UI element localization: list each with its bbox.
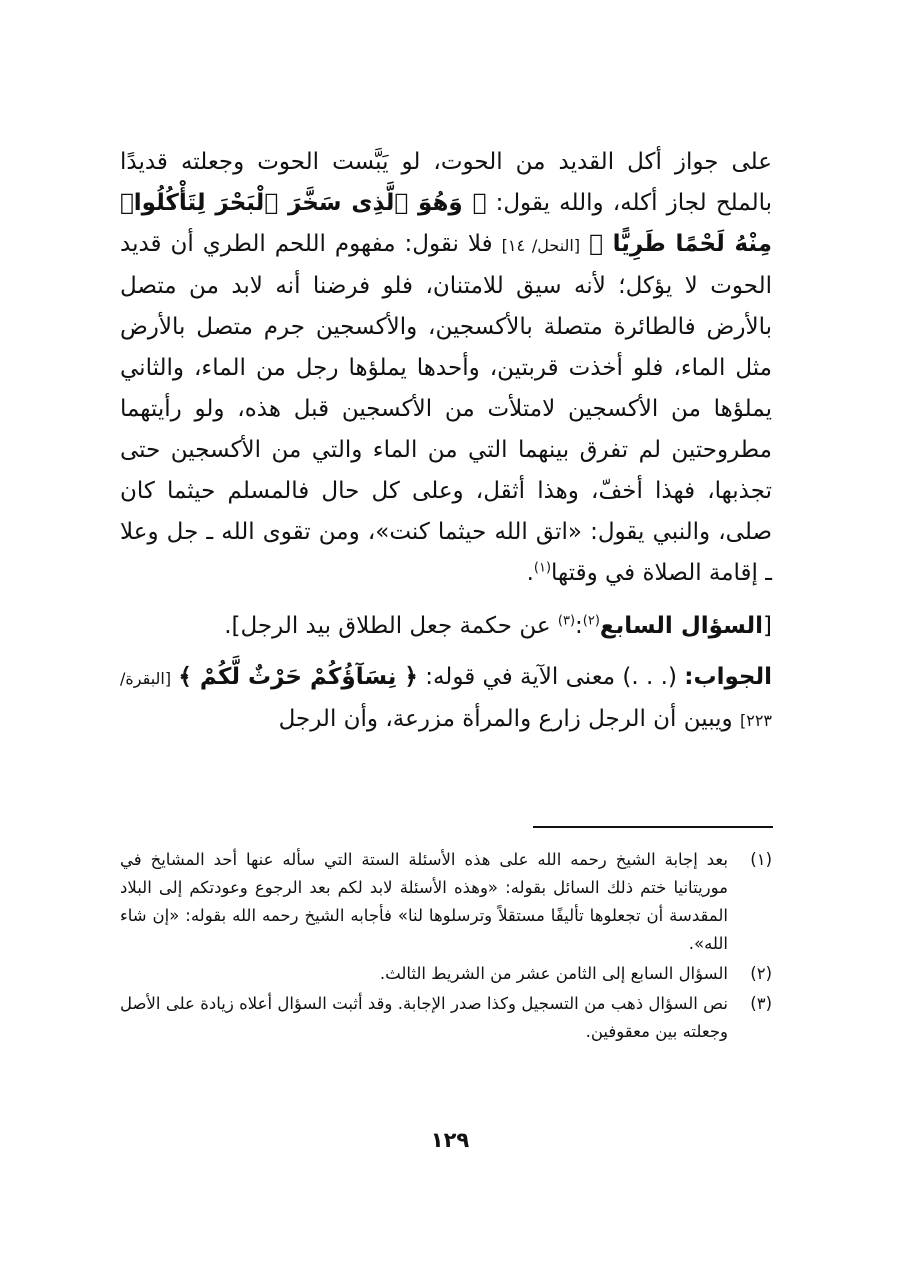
body-text-part2: فلا نقول: مفهوم اللحم الطري أن قديد الحوت لا يؤكل؛ لأنه سيق للامتنان، فلو فرضنا أنه لابد من متصل بالأرض فالطائرة متصلة بالأكسجين، والأكسجين جرم متصل بالأرض مثل الماء، فلو أخذت قربتين، وأحدها يملؤها رجل من الماء، والثاني يملؤها من الأكسجين لامتلأت من الأكسجين قبل هذه، ولو رأيتهما مطروحتين لم تفرق بينهما التي من الماء والتي من الأكسجين حتى تجذبها، فهذا أخفّ، وهذا أثقل، وعلى كل حال فالمسلم حيثما كان صلى، والنبي يقول: «اتق الله حيثما كنت»، ومن تقوى الله ـ جل وعلا ـ إقامة الصلاة في وقتها bbox=[120, 231, 772, 586]
footnote-text: السؤال السابع إلى الثامن عشر من الشريط الثالث. bbox=[379, 964, 728, 983]
footnote-number: (١) bbox=[750, 850, 772, 869]
footnote-divider bbox=[533, 826, 773, 828]
footnote-marker-1[interactable]: (١) bbox=[533, 560, 552, 576]
quran-verse-nahl: ﴿ وَهُوَ ٱلَّذِى سَخَّرَ ٱلْبَحْرَ لِتَأْكُلُوا۟ مِنْهُ لَحْمًا طَرِيًّا ﴾ bbox=[120, 190, 773, 257]
footnote-text: بعد إجابة الشيخ رحمه الله على هذه الأسئلة الستة التي سأله عنها أحد المشايخ في موريتانيا ختم ذلك السائل بقوله: «وهذه الأسئلة لابد لكم بعد الرجوع وعودتكم إلى البلاد المقدسة أن تجعلوها تأليفًا مستقلاً وترسلوها لنا» فأجابه الشيخ رحمه الله بقوله: «إن شاء الله». bbox=[120, 850, 728, 953]
question-text: عن حكمة جعل الطلاق بيد الرجل]. bbox=[224, 613, 558, 639]
answer-text-part2: ويبين أن الرجل زارع والمرأة مزرعة، وأن الرجل bbox=[278, 706, 740, 732]
footnote-item bbox=[120, 846, 772, 958]
quran-ref-nahl: [النحل/ ١٤] bbox=[501, 236, 581, 255]
quran-ref-baqara: [البقرة/ ٢٢٣] bbox=[120, 669, 772, 730]
footnote-item bbox=[120, 960, 772, 988]
page-number: ١٢٩ bbox=[430, 1128, 470, 1152]
footnote-number: (٣) bbox=[750, 994, 772, 1013]
answer-paragraph bbox=[120, 657, 772, 741]
question-open-bracket: [ bbox=[763, 613, 772, 639]
footnote-number: (٢) bbox=[750, 964, 772, 983]
body-paragraph bbox=[120, 142, 772, 594]
body-text-end: . bbox=[526, 560, 534, 586]
footnote-marker-3[interactable]: (٣) bbox=[557, 613, 576, 629]
page-body bbox=[120, 142, 772, 741]
body-text-part1: على جواز أكل القديد من الحوت، لو يَبَّست الحوت وجعلته قديدًا بالملح لجاز أكله، والله يقول: bbox=[120, 149, 772, 216]
answer-text-part1: (. . .) معنى الآية في قوله: bbox=[417, 664, 685, 690]
quran-verse-baqara: ﴿ نِسَآؤُكُمْ حَرْثٌ لَّكُمْ ﴾ bbox=[178, 664, 418, 690]
answer-label: الجواب: bbox=[684, 664, 773, 690]
footnote-marker-2[interactable]: (٢) bbox=[582, 613, 600, 629]
footnotes-section bbox=[120, 846, 772, 1048]
footnote-item bbox=[120, 990, 772, 1046]
question-heading bbox=[120, 606, 772, 647]
footnote-text: نص السؤال ذهب من التسجيل وكذا صدر الإجابة. وقد أثبت السؤال أعلاه زيادة على الأصل وجعلته بين معقوفين. bbox=[120, 994, 728, 1041]
question-label: السؤال السابع bbox=[599, 613, 764, 639]
question-colon: : bbox=[575, 613, 583, 639]
